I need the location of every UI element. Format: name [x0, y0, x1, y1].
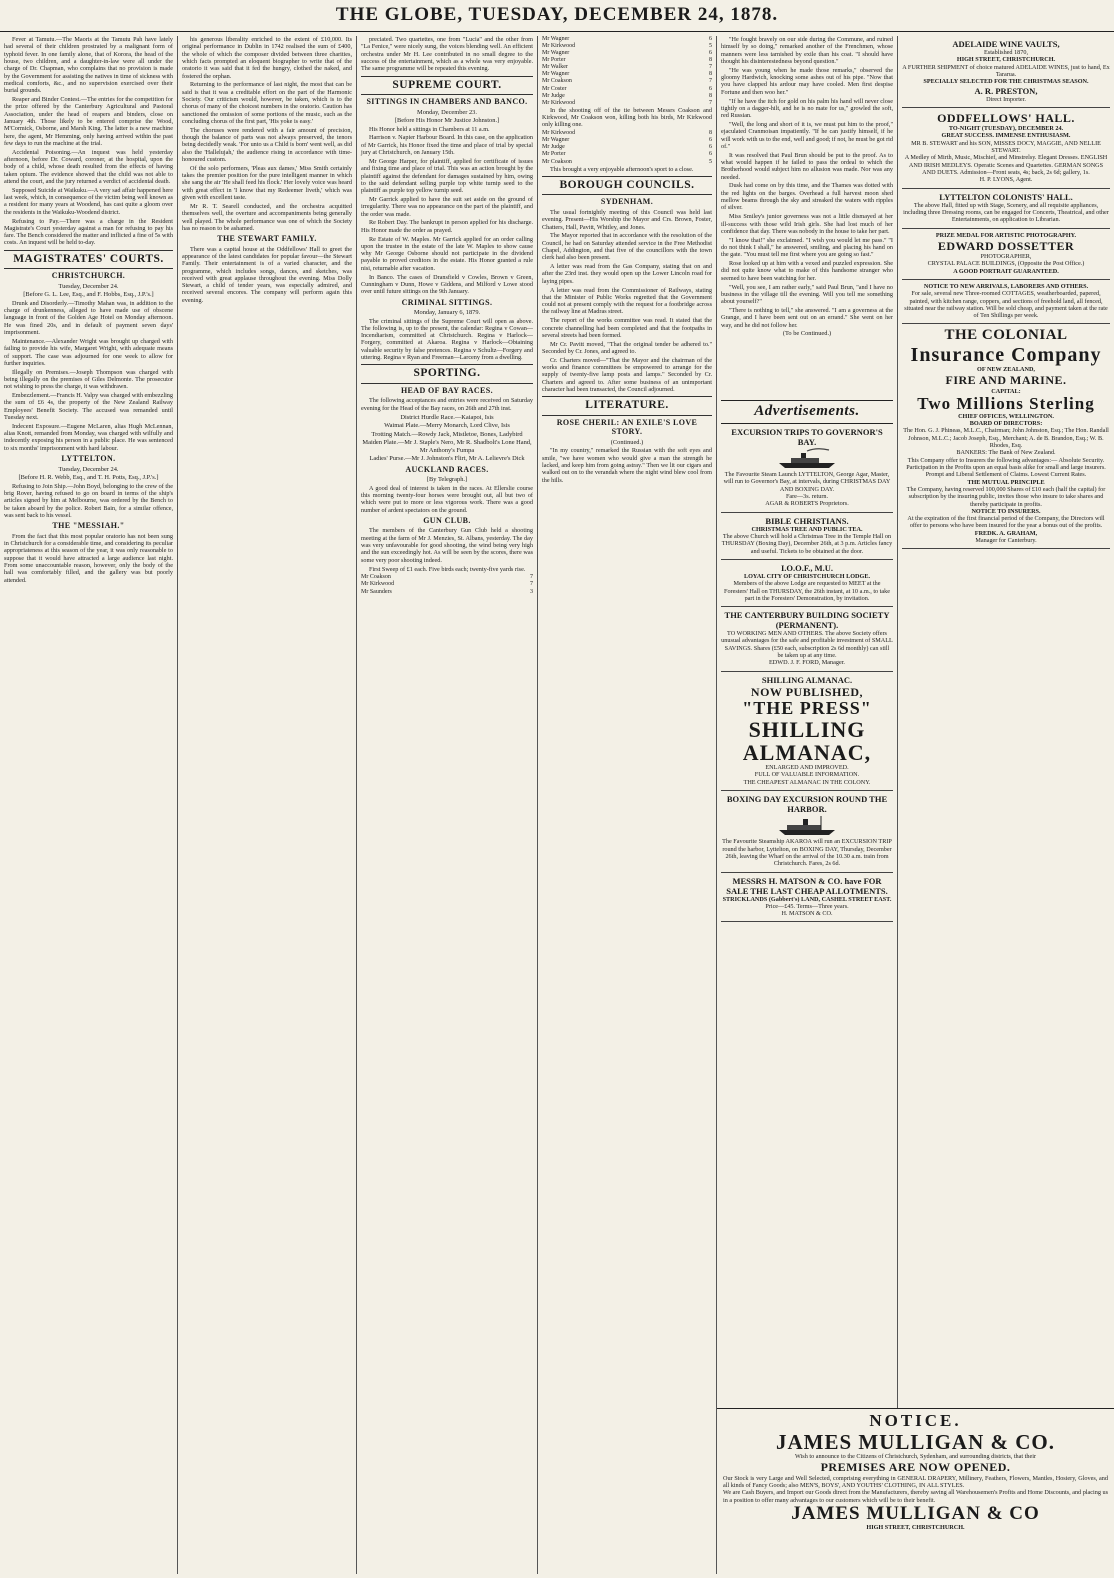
- review-paragraph: There was a capital house at the Oddfellows' Hall to greet the appearance of the latest candidates for popular favour—the Stewart Family. Their entertainment is of a varied character, and the programme, which includes songs, dances, and sketches, was received with great applause throughout the evening. Miss Dolly Stewart, a child of tender years, was especially admired, and received several encores. The company will perform again this evening.: [182, 245, 352, 304]
- ad-text: MR B. STEWART and his SON, MISSES DOCY, MAGGIE, AND NELLIE STEWART.: [911, 139, 1101, 154]
- ad-subtitle: STRICKLANDS (Gabbert's) LAND, CASHEL STREET EAST.: [722, 895, 892, 903]
- ad-date: TO-NIGHT (TUESDAY), DECEMBER 24.: [948, 125, 1064, 133]
- ad-dossetter: [902, 229, 1110, 280]
- court-paragraph: Embezzlement.—Francis H. Valpy was charged with embezzling the sum of £6 4s, the property of the New Zealand Railway Employees' Benefit Society. The accused was remanded until Tuesday next.: [4, 392, 173, 422]
- race-entry: Maiden Plate.—Mr J. Staple's Nero, Mr R. Shadbolt's Lone Hand, Mr Anthony's Fumpa: [362, 439, 532, 454]
- shooter-score: 6: [709, 85, 712, 92]
- subheading: GUN CLUB.: [423, 516, 471, 526]
- section-heading: MAGISTRATES' COURTS.: [4, 250, 173, 270]
- review-paragraph: From the fact that this most popular oratorio has not been sung in Christchurch for a considerable time, and considering its peculiar appropriateness at this season of the year, it was only reasonable to suppose that it would have attracted a large audience last night. From some unaccountable reason, however, only the body of the hall was comfortably filled, and the gallery was but poorly attended.: [4, 532, 173, 584]
- ad-office: CHIEF OFFICES, WELLINGTON.: [958, 412, 1054, 420]
- result-row: [361, 574, 533, 581]
- shooter-score: 6: [709, 50, 712, 57]
- shooter-name: Mr Kirkwood: [542, 43, 576, 50]
- ad-agent: H. P. LYONS, Agent.: [979, 176, 1033, 184]
- ad-text: A Medley of Mirth, Music, Mischief, and Minstrelsy. Elegant Dresses. ENGLISH AND IRISH MEDLEYS. Operatic Scenes and Quartettes. GERMAN SONGS AND DUETS. Admission—Front seats, 4s; back, 2s 6d; gallery, 1s.: [904, 154, 1108, 176]
- ad-colonial-insurance: [902, 324, 1110, 549]
- ad-text: Wish to announce to the Citizens of Christchurch, Sydenham, and surrounding districts, that their: [794, 1453, 1037, 1461]
- court-paragraph: Mr George Harper, for plaintiff, applied for certificate of issues and fixing time and place of trial. This was an action brought by the plaintiff against the defendant for damages sustained by him, owing to the said defendant selling purple top white turnip seed to the plaintiff as purple top yellow turnip seed.: [361, 157, 533, 195]
- ad-text: A FURTHER SHIPMENT of choice matured ADELAIDE WINES, just to hand, Ex Tararua.: [902, 63, 1110, 78]
- section-heading: THE "MESSIAH.": [52, 521, 125, 531]
- ad-building-society: [721, 607, 893, 672]
- steamboat-icon: [777, 447, 837, 469]
- court-paragraph: The criminal sittings of the Supreme Court will open as above. The following is, up to the present, the calendar: Regina v Cowan—Incendiarism, committed at Christchurch. Regina v Harlock—Forgery, committed at Akaroa. Regina v Harlock—Obtaining valuable security by false pretences. Regina v Schultz—Forgery and uttering. Regina v Ryan and Freeman—Larceny from a dwelling.: [361, 317, 533, 362]
- shooter-name: Mr Judge: [542, 92, 565, 99]
- shooter-name: Mr Wagner: [542, 50, 570, 57]
- court-paragraph: Indecent Exposure.—Eugene McLaren, alias Hugh McLennan, alias Knott, remanded from Monday, was charged with wilfully and indecently exposing his person in a public place. He was sentenced to six months' imprisonment with hard labour.: [4, 422, 173, 452]
- shooter-score: 8: [709, 130, 712, 137]
- story-paragraph: "In my country," remarked the Russian with the soft eyes and smile, "we have women who would give a man the strength he lacked, and keep him from going astray." Then we lit our cigars and walked out on to the verandah where the night wind blew cool from the hills.: [542, 447, 712, 484]
- result-row: [542, 78, 712, 85]
- shooter-score: 7: [530, 581, 533, 588]
- ad-text: The above Hall, fitted up with Stage, Scenery, and all requisite appliances, including three Dressing rooms, can be engaged for Concerts, Theatrical, and other Entertainments, on application to Librarian.: [903, 201, 1109, 224]
- court-paragraph: Mr Garrick applied to have the suit set aside on the ground of irregularity. There was no appearance on the part of the plaintiff, and the order was made.: [361, 195, 533, 218]
- story-paragraph: "Well, you see, I am rather early," said Paul Brun, "and I have no business in the village till the evening. Will you tell me something about yourself?": [721, 283, 893, 306]
- shooter-name: Mr Walker: [542, 64, 568, 71]
- ad-subtitle: CHRISTMAS TREE AND PUBLIC TEA.: [751, 525, 863, 533]
- review-paragraph: preciated. Two quartettes, one from "Lucia" and the other from "La Fenice," were nicely sung, the voices blending well. An efficient orchestra under Mr H. Lee contributed in no small degree to the success of the entertainment, which as a whole was very enjoyable. The same programme will be repeated this evening.: [361, 36, 533, 73]
- ad-tagline: A GOOD PORTRAIT GUARANTEED.: [953, 267, 1059, 275]
- ad-almanac: ALMANAC,: [742, 739, 872, 765]
- ad-subtitle: THE MUTUAL PRINCIPLE: [967, 478, 1045, 486]
- ad-address: CRYSTAL PALACE BUILDINGS, (Opposite the Post Office.): [927, 260, 1085, 268]
- ad-text: SPECIALLY SELECTED FOR THE CHRISTMAS SEASON.: [923, 78, 1089, 86]
- ad-text: For sale, several new Three-roomed COTTAGES, weatherboarded, papered, painted, with kitchen range, coppers, and sections of freehold land, all fenced, situated near the railway station. Will be sold cheap, and payment taken at the rate of Ten Shillings per week.: [904, 290, 1108, 320]
- result-row: [542, 93, 712, 100]
- ad-lyttelton-hall: [902, 189, 1110, 229]
- ad-board: BOARD OF DIRECTORS:: [969, 420, 1043, 428]
- council-paragraph: Cr. Charters moved—"That the Mayor and the chairman of the works and finance committees be empowered to arrange for the supply of twenty-five lamp posts and lamps." Seconded by Cr. Charters and agreed to. After some business of an unimportant character had been transacted, the Council adjourned.: [542, 356, 712, 394]
- shooter-name: Mr Saunders: [361, 588, 392, 595]
- ad-text: This Company offer to Insurers the following advantages:— Absolute Security. Participation in the Profits upon an equal basis alike for small and large insurers. Prompt and Liberal Settlement of Claims. Lowest Current Rates.: [906, 456, 1106, 479]
- shooter-name: Mr Wagner: [542, 36, 570, 42]
- advertisements: [717, 400, 897, 1400]
- ad-opened: PREMISES ARE NOW OPENED.: [820, 1460, 1011, 1475]
- masthead: THE GLOBE, TUESDAY, DECEMBER 24, 1878.: [0, 0, 1114, 32]
- ad-text: At the expiration of the first financial period of the Company, the Directors will offer to persons who have been insured for the year a bonus out of the profits.: [907, 515, 1105, 530]
- shooter-name: Mr Wagner: [542, 137, 570, 144]
- shooter-score: 7: [709, 64, 712, 71]
- ad-title: EDWARD DOSSETTER: [937, 238, 1075, 253]
- result-row: [542, 137, 712, 144]
- court-paragraph: Refusing to Join Ship.—John Boyd, belonging to the crew of the brig Rover, having refused to go on board in terms of the ship's articles signed by him at Melbourne, was ordered by the Bench to be taken aboard by the police. Robert Bain, for a similar offence, was sent back to his vessel.: [4, 482, 173, 519]
- ad-title: I.O.O.F., M.U.: [780, 562, 834, 573]
- ad-text: Price—£45. Terms—Three years.: [765, 902, 849, 910]
- column-2: [178, 36, 356, 1574]
- ad-now-published: NOW PUBLISHED,: [750, 684, 864, 699]
- ad-text: Members of the above Lodge are requested to MEET at the Foresters' Hall on THURSDAY, the 26th instant, at 10 a.m., to take part in the Foresters' Demonstration, by invitation.: [724, 580, 890, 602]
- shooter-score: 7: [530, 574, 533, 581]
- ad-text: BANKERS: The Bank of New Zealand.: [956, 449, 1056, 457]
- continued-line: (To be Continued.): [782, 330, 832, 338]
- ad-notice: NOTICE.: [869, 1411, 962, 1430]
- ad-subtitle: NOTICE TO INSURERS.: [971, 507, 1041, 515]
- column-3: [357, 36, 537, 1574]
- ad-agent: FREDK. A. GRAHAM,: [974, 529, 1038, 537]
- ad-mulligan: [717, 1408, 1114, 1576]
- ad-text: Established 1870,: [984, 49, 1028, 57]
- news-paragraph: Fever at Tamutu.—The Maoris at the Tamutu Pah have lately had several of their children prostrated by a malignant form of typhoid fever. In one family alone, that of Korora, the head of the house, two children, and a daughter-in-law were all under the charge of Dr. Chapman, who complains that no provision is made by the Government for assisting the natives in time of sickness with medical comforts, &c., and no supervision exercised over their burial grounds.: [4, 36, 173, 95]
- news-paragraph: Supposed Suicide at Waikuku.—A very sad affair happened here last week, which, in consequence of the victim being well known as a resident for many years at Woodend, has cast quite a gloom over the residents in the Waikuku-Woodend district.: [4, 186, 173, 216]
- subheading: LYTTELTON.: [61, 454, 116, 464]
- ad-shilling-almanac: [721, 672, 893, 791]
- ads-heading: Advertisements.: [721, 400, 893, 424]
- section-heading: THE STEWART FAMILY.: [217, 234, 317, 244]
- ad-text: GREAT SUCCESS. IMMENSE ENTHUSIASM.: [941, 132, 1071, 140]
- shooter-score: 7: [709, 99, 712, 106]
- subheading: CRIMINAL SITTINGS.: [401, 297, 493, 307]
- ad-agent: H. MATSON & CO.: [781, 910, 833, 918]
- shooter-name: Mr Wagner: [542, 71, 570, 78]
- story-paragraph: "He was young when he made those remarks," observed the gloomy Hardwich, knocking some ashes out of his pipe. "Now that you have clapped his ardour may have cooled. Men first despise Fortune and then woo her.": [721, 66, 893, 96]
- ad-cottages: [902, 280, 1110, 325]
- story-paragraph: "He fought bravely on our side during the Commune, and ruined himself by so doing," remarked another of the Frenchmen, whose manners were less tarnished by exile than his coat. "I should have thought his disinterestedness beyond question.": [721, 36, 893, 65]
- ad-text: The Company, having reserved 100,000 Shares of £10 each (half the capital) for subscription by the insuring public, invites those who insure to take shares and thereby participate in profits.: [906, 485, 1106, 508]
- story-paragraph: It was resolved that Paul Brun should be put to the proof. As to what would happen if he failed to pass the ordeal to which the Brotherhood would subject him no allusion was made. Nor was any needed.: [721, 151, 893, 181]
- shooter-name: Mr Judge: [542, 144, 565, 151]
- court-paragraph: Harrison v. Napier Harbour Board. In this case, on the application of Mr Garrick, his Honor fixed the time and place of trial by special jury at Christchurch, on January 15th.: [361, 134, 533, 157]
- result-row: [542, 151, 712, 158]
- ad-governors-bay: [721, 424, 893, 513]
- ad-role: Manager for Canterbury.: [975, 537, 1037, 545]
- shooter-score: 8: [709, 57, 712, 64]
- ad-role: Direct Importer.: [986, 95, 1026, 103]
- ad-oddfellows: [902, 108, 1110, 189]
- continued-line: (Continued.): [610, 438, 644, 446]
- result-row: [542, 86, 712, 93]
- council-paragraph: The report of the works committee was read. It stated that the concrete channelling had been completed and that the footpaths in several streets had been formed.: [542, 317, 712, 339]
- shooter-name: Mr Coster: [542, 85, 567, 92]
- result-row: [542, 43, 712, 50]
- shooter-name: Mr Coakson: [542, 78, 572, 85]
- sport-paragraph: The members of the Canterbury Gun Club held a shooting meeting at the farm of Mr J. Menzies, St. Albans, yesterday. The day was very unfavourable for good shooting, the wind being very high and the sun exceedingly hot. As will be seen by the scores, there was some very poor shooting indeed.: [361, 527, 533, 564]
- shooter-score: 3: [530, 588, 533, 595]
- review-paragraph: Mr R. T. Searell conducted, and the orchestra acquitted themselves well, the overture and accompaniments being generally well played. The whole performance was one of which the Society has no reason to be ashamed.: [182, 202, 352, 232]
- ad-adelaide: [902, 36, 1110, 108]
- ad-title: THE COLONIAL: [944, 327, 1068, 344]
- ad-firm: JAMES MULLIGAN & CO: [791, 1502, 1040, 1524]
- subheading: SITTINGS IN CHAMBERS AND BANCO.: [366, 97, 528, 107]
- date-line: Monday, January 6, 1879.: [413, 308, 481, 316]
- ad-title: BIBLE CHRISTIANS.: [765, 515, 849, 526]
- date-line: Tuesday, December 24.: [58, 465, 119, 473]
- ad-title: BOXING DAY EXCURSION ROUND THE HARBOR.: [726, 793, 888, 814]
- ad-text: Our Stock is very Large and Well Selected, comprising everything in GENERAL DRAPERY, Millinery, Feathers, Flowers, Mantles, Hosiery, Gloves, and all kinds of Fancy Goods; also MEN'S, BOYS', AND YOUTHS' CLOTHING, IN ALL STYLES.: [723, 1474, 1108, 1489]
- ad-press: "THE PRESS": [742, 697, 872, 718]
- ad-boxing-day: [721, 791, 893, 873]
- story-paragraph: "I know that!" she exclaimed. "I wish you would let me pass." "I do not think I shall," he answered, smiling, and placing his hand on the gate. "You must tell me first where you are going so fast.": [721, 236, 893, 259]
- bench-line: [Before G. L. Lee, Esq., and F. Hobbs, Esq., J.P.'s.]: [23, 291, 154, 299]
- ad-title: NOTICE TO NEW ARRIVALS, LABORERS AND OTHERS.: [923, 282, 1089, 290]
- ad-matson: [721, 873, 893, 923]
- ad-text: The Favourite Steam Launch LYTTELTON, George Agar, Master, will run to Governor's Bay, at intervals, during CHRISTMAS DAY AND BOXING DAY.: [723, 471, 891, 493]
- ad-agent: AGAR & ROBERTS Proprietors.: [765, 500, 849, 508]
- result-row: [542, 159, 712, 166]
- result-row: [361, 589, 533, 596]
- court-paragraph: Maintenance.—Alexander Wright was brought up charged with failing to provide his wife, Margaret Wright, with adequate means of support. The case was adjourned for one week to allow for further inquiries.: [4, 337, 173, 367]
- column-4: [538, 36, 716, 1574]
- result-row: [542, 100, 712, 107]
- story-paragraph: "Well, the long and short of it is, we must put him to the proof," ejaculated Cranmoisan impatiently. "If he can justify himself, if he will work with us to the end, well and good; if not, he must be got rid of.": [721, 120, 893, 150]
- review-paragraph: Of the solo performers, 'Pleas aux dames,' Miss Smith certainly takes the premier position for the pure intelligent manner in which she sang the air 'He shall feed his flock.' Her lovely voice was heard with great effect in 'I know that my Redeemer liveth,' which was given with excellent taste.: [182, 164, 352, 202]
- story-title: ROSE CHERIL: AN EXILE'S LOVE STORY.: [556, 417, 698, 437]
- shooter-name: Mr Porter: [542, 151, 566, 158]
- race-entry: Trotting Match.—Rowdy Jack, Mistletoe, Bones, Ladybird: [371, 430, 523, 438]
- sport-paragraph: In the shooting off of the tie between Messrs Coakson and Kirkwood, Mr Coakson won, killing both his birds, Mr Kirkwood only killing one.: [542, 106, 712, 129]
- review-paragraph: his generous liberality enriched to the extent of £10,000. Its original performance in Dublin in 1742 realised the sum of £400, the whole of which the composer divided between three charities, which facts prompted an eloquent biographer to write that of the oratorio it was said that it fed the hungry, clothed the naked, and fostered the orphan.: [182, 36, 352, 80]
- telegraph-line: [By Telegraph.]: [426, 476, 468, 484]
- subheading: CHRISTCHURCH.: [51, 271, 126, 281]
- court-paragraph: In Banco. The cases of Dransfield v Cowles, Brown v Green, Cunningham v Dunn, Howe v Giddens, and Milford v Lowe stood over until future sittings on the 9th January.: [361, 273, 533, 296]
- result-row: [542, 130, 712, 137]
- shooter-name: Mr Porter: [542, 57, 566, 64]
- ad-subtitle: OF NEW ZEALAND,: [977, 366, 1035, 374]
- ad-text: ENLARGED AND IMPROVED.: [765, 763, 849, 771]
- subheading: AUCKLAND RACES.: [405, 464, 489, 474]
- council-paragraph: The usual fortnightly meeting of this Council was held last evening. Present—His Worship the Mayor and Crs. Brown, Foster, Chatters, Hall, Pavitt, Whitley, and Jones.: [542, 208, 712, 231]
- shooter-name: Mr Coakson: [542, 158, 572, 165]
- story-paragraph: Rose looked up at him with a vexed and puzzled expression. She did not quite know what to make of this handsome stranger who seemed to have been watching for her.: [721, 260, 893, 282]
- section-heading: BOROUGH COUNCILS.: [542, 176, 712, 196]
- shooter-score: 8: [709, 71, 712, 78]
- section-heading: SPORTING.: [361, 364, 533, 384]
- council-paragraph: The Mayor reported that in accordance with the resolution of the Council, he had on Saturday attended service in the Free Methodist Chapel, Addington, and that five of the councillors with the town clerk had also been present.: [542, 232, 712, 262]
- ad-text: TO WORKING MEN AND OTHERS. The above Society offers unusual advantages for the safe and profitable investment of SMALL SAVINGS. Shares (£50 each, subscription 2s 6d monthly) can still be taken up at any time.: [721, 630, 893, 660]
- court-paragraph: Drunk and Disorderly.—Timothy Mahan was, in addition to the charge of drunkenness, alleged to have made use of obscene language in front of the Golden Age Hotel on Monday afternoon. He was fined 20s, and in default of payment seven days' imprisonment.: [4, 299, 173, 337]
- race-entry: District Hurdle Race.—Kaiapoi, Isis: [400, 413, 494, 421]
- shooter-score: 6: [709, 36, 712, 42]
- result-row: [542, 71, 712, 78]
- ad-bible-christians: [721, 513, 893, 560]
- date-line: Tuesday, December 24.: [58, 282, 119, 290]
- ad-shilling: SHILLING: [748, 716, 866, 742]
- ad-subtitle: LOYAL CITY OF CHRISTCHURCH LODGE.: [743, 572, 870, 580]
- shooter-name: Mr Kirkwood: [542, 99, 576, 106]
- ad-fire-marine: FIRE AND MARINE.: [945, 373, 1067, 388]
- shooter-name: Mr Kirkwood: [361, 581, 395, 588]
- result-row: [542, 50, 712, 57]
- result-row: [542, 144, 712, 151]
- sport-paragraph: The following acceptances and entries were received on Saturday evening for the Head of the Bay races, on 26th and 27th inst.: [361, 397, 533, 412]
- news-paragraph: Reaper and Binder Contest.—The entries for the competition for the prize offered by the Canterbury Agricultural and Pastoral Association, under the head of reapers and binders, close on January 4th. Those likely to be entered comprise the Wood, M'Cormick, Osborne, and Marsh King. The latter is a new machine here, the agent, Mr Hemming, only having arrived within the past few days to run the machine at the trial.: [4, 96, 173, 147]
- court-paragraph: Re Estate of W. Maples. Mr Garrick applied for an order calling upon the trustee in the estate of the late W. Maples to show cause why Mr George Osborne should not participate in the dividend payable to proved creditors in the estate. His Honor granted a rule nisi, returnable after vacation.: [361, 235, 533, 272]
- shooter-score: 5: [709, 158, 712, 165]
- ad-fare: Fare—3s. return.: [785, 492, 829, 500]
- race-entry: Waimai Plate.—Merry Monarch, Lord Clive, Isis: [384, 422, 510, 430]
- result-row: [361, 581, 533, 588]
- result-row: [542, 57, 712, 64]
- court-paragraph: Illegally on Premises.—Joseph Thompson was charged with being illegally on the premises of Giles Delmonte. The prosecutor not wishing to press the charge, it was withdrawn.: [4, 368, 173, 391]
- ad-title: MESSRS H. MATSON & CO. have FOR SALE THE LAST CHEAP ALLOTMENTS.: [726, 875, 888, 896]
- bench-line: [Before H. R. Webb, Esq., and T. H. Potts, Esq., J.P.'s.]: [18, 474, 159, 482]
- ad-title: LYTTELTON COLONISTS' HALL.: [939, 191, 1073, 202]
- ad-text: We are Cash Buyers, and Import our Goods direct from the Manufacturers, thereby saving all Warehousemen's Profits and Home Discounts, and placing us in a position to offer many advantages to our customers which will be to their benefit.: [723, 1489, 1108, 1504]
- shooter-score: 6: [709, 151, 712, 158]
- steamship-icon: [777, 814, 837, 836]
- ad-firm: JAMES MULLIGAN & CO.: [775, 1430, 1055, 1455]
- sport-paragraph: First Sweep of £1 each. Five birds each; twenty-five yards rise.: [369, 565, 526, 573]
- story-paragraph: "If he have the itch for gold on his palm his hand will never close tightly on a dagger-hilt, and he is no mate for us," growled the soft, red Russian.: [721, 97, 893, 120]
- ad-text: The Hon. G. J. Phineas, M.L.C., Chairman; John Johnston, Esq.; The Hon. Randall Johnson, M.L.C.; Jacob Joseph, Esq., Merchant; A. de B. Brandon, Esq.; W. B. Rhodes, Esq.: [903, 427, 1109, 450]
- ad-address: HIGH STREET, CHRISTCHURCH.: [956, 56, 1056, 64]
- column-1: [0, 36, 177, 1574]
- ad-title: ADELAIDE WINE VAULTS,: [952, 39, 1060, 49]
- news-paragraph: Accidental Poisoning.—An inquest was held yesterday afternoon, before Dr. Coward, coroner, at the hospital, upon the body of a child, whose death resulted from the effects of having taken opium. The evidence showed that the child was not able to attend the court, and the jury returned a verdict of accidental death.: [4, 148, 173, 185]
- subheading: SYDENHAM.: [600, 197, 654, 207]
- ad-prize: PRIZE MEDAL FOR ARTISTIC PHOTOGRAPHY.: [935, 231, 1077, 239]
- ad-capital: Two Millions Sterling: [917, 393, 1095, 413]
- shooter-score: 7: [709, 78, 712, 85]
- ad-agent: EDWD. J. F. FORD, Manager.: [769, 659, 845, 667]
- ad-title: ODDFELLOWS' HALL.: [937, 110, 1075, 125]
- sport-paragraph: A good deal of interest is taken in the races. At Ellerslie course this morning twenty-four horses were brought out, all but two of which were put to more or less vigorous work. There was a good number of ardent spectators on the ground.: [361, 484, 533, 514]
- ad-capital-label: CAPITAL:: [991, 387, 1021, 395]
- ad-title: SHILLING ALMANAC.: [761, 674, 853, 685]
- bench-line: [Before His Honor Mr Justice Johnston.]: [394, 117, 500, 125]
- section-heading: SUPREME COURT.: [361, 76, 533, 96]
- review-paragraph: Returning to the performance of last night, the most that can be said is that it was a creditable effort on the part of the Harmonic Society. Our criticism would, however, be taken, which is to the chorus of many of the choicest numbers in the oratorio. Caution has sanctioned the omission of some portions of the music, such as the concluding chorus of the first part, 'His yoke is easy.': [182, 81, 352, 125]
- date-line: Monday, December 23.: [417, 108, 477, 116]
- shooter-name: Mr Kirkwood: [542, 130, 576, 137]
- ad-title: THE CANTERBURY BUILDING SOCIETY (PERMANENT).: [724, 610, 890, 631]
- shooter-score: 8: [709, 92, 712, 99]
- sport-paragraph: This brought a very enjoyable afternoon's sport to a close.: [550, 165, 694, 173]
- shooter-name: Mr Coakson: [361, 574, 391, 581]
- ad-text: The Favourite Steamship AKAROA will run an EXCURSION TRIP round the harbor, Lyttelton, on BOXING DAY, Thursday, December 26th, leaving the Wharf on the arrival of the 10.30 a.m. train from Christchurch. Fares, 2s 6d.: [722, 838, 892, 868]
- news-paragraph: Refusing to Pay.—There was a charge in the Resident Magistrate's Court yesterday against a man for refusing to pay his fare. The Bench considered the matter and inflicted a fine of 5s with costs. An inquest will be held to-day.: [4, 217, 173, 247]
- subheading: HEAD OF BAY RACES.: [400, 385, 494, 395]
- ad-agent: A. R. PRESTON,: [974, 85, 1038, 96]
- council-paragraph: A letter was read from the Gas Company, stating that on and after the 23rd inst. they would open up the Lower Lincoln road for laying pipes.: [542, 263, 712, 285]
- ad-ioof: [721, 560, 893, 607]
- shooter-score: 5: [709, 43, 712, 50]
- court-paragraph: Re Robert Day. The bankrupt in person applied for his discharge. His Honor made the order as prayed.: [361, 219, 533, 234]
- story-paragraph: "There is nothing to tell," she answered. "I am a governess at the Grange, and I have been sent out on an errand." She went on her way, and he did not follow her.: [721, 306, 893, 329]
- court-paragraph: His Honor held a sittings in Chambers at 11 a.m.: [369, 125, 490, 133]
- ad-text: THE CHEAPEST ALMANAC IN THE COLONY.: [743, 778, 871, 786]
- review-paragraph: The choruses were rendered with a fair amount of precision, though the balance of parts was not always preserved, the tenors being decidedly weak. 'For unto us a Child is born' went well, as did also the 'Hallelujah,' the audience rising in accordance with time-honoured custom.: [182, 126, 352, 163]
- shooter-score: 6: [709, 137, 712, 144]
- story-paragraph: Dusk had come on by this time, and the Thames was dotted with the red lights on the barges. Overhead a full harvest moon shed mellow beams through the sky and streaked the waters with ripples of silver.: [721, 182, 893, 212]
- shooter-score: 6: [709, 144, 712, 151]
- story-paragraph: Miss Smiley's junior governess was not a little dismayed at her ill-success with those wild Irish girls. She had lost much of her confidence that day. There was nobody in the house to take her part.: [721, 213, 893, 235]
- ad-address: HIGH STREET, CHRISTCHURCH.: [866, 1523, 965, 1531]
- ad-title: EXCURSION TRIPS TO GOVERNOR'S BAY.: [731, 426, 883, 447]
- column-6: [898, 36, 1114, 1256]
- ad-company: Insurance Company: [910, 344, 1102, 367]
- ad-role: PHOTOGRAPHER,: [980, 252, 1032, 260]
- council-paragraph: Mr Cr. Pavitt moved, "That the original tender be adhered to." Seconded by Cr. Jones, and agreed to.: [542, 340, 712, 356]
- race-entry: Ladies' Purse.—Mr J. Johnston's Flirt, Mr A. Lelievre's Dick: [369, 455, 525, 463]
- ad-text: FULL OF VALUABLE INFORMATION.: [754, 771, 860, 779]
- result-row: [542, 36, 712, 43]
- section-heading: LITERATURE.: [542, 396, 712, 416]
- result-row: [542, 64, 712, 71]
- council-paragraph: A letter was read from the Commissioner of Railways, stating that the Minister of Public Works regretted that the Government could not at present comply with the request for a footbridge across the railway line at Madras street.: [542, 286, 712, 316]
- ad-text: The above Church will hold a Christmas Tree in the Temple Hall on THURSDAY (Boxing Day), December 26th, at 3 p.m. Articles fancy and useful. Tickets to be obtained at the door.: [721, 532, 893, 555]
